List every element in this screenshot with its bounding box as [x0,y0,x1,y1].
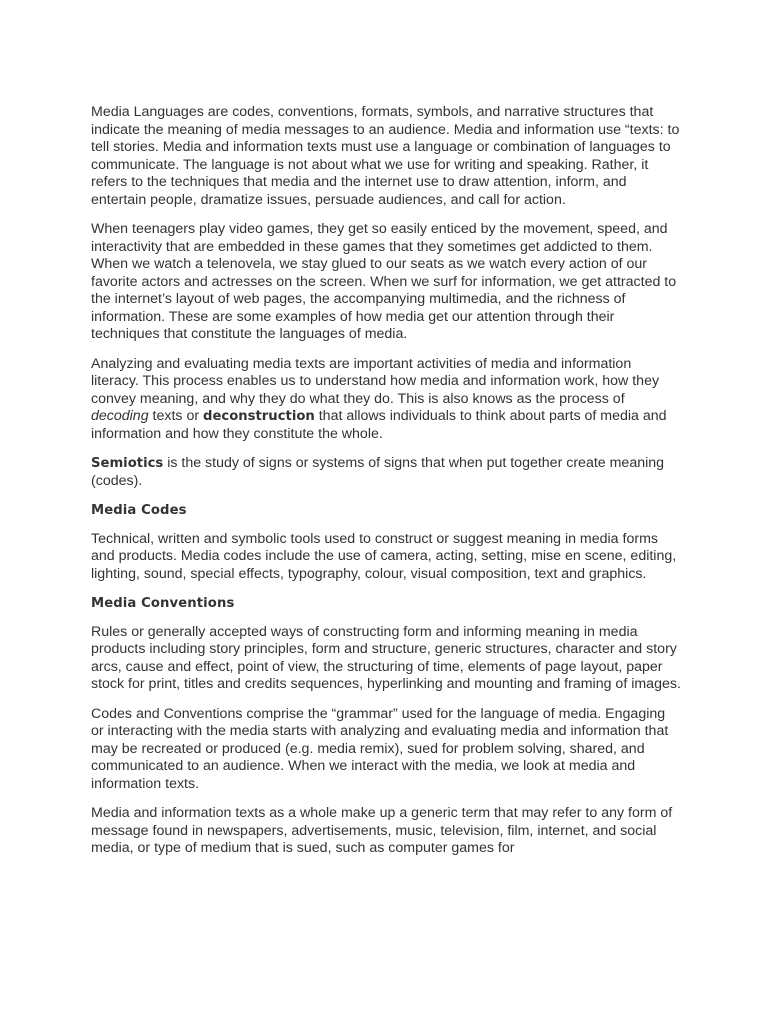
paragraph-text: Analyzing and evaluating media texts are important activities of media and information literacy. This process enables us to understand how media and information work, how they convey meaning, and why they do what they do. This is also knows as the process of [91,355,660,407]
paragraph-media-languages: Media Languages are codes, conventions, formats, symbols, and narrative structures that indicate the meaning of media messages to an audience. Media and information use “texts: to tell stories. Media and information texts must use a language or combination of languages to communicate. The language is not about what we use for writing and speaking. Rather, it refers to the techniques that media and the internet use to draw attention, inform, and entertain people, dramatize issues, persuade audiences, and call for action. [91,104,680,208]
deconstruction-term: deconstruction [203,409,315,424]
paragraph-semiotics [91,455,681,490]
document-page [91,104,681,870]
heading-media-conventions: Media Conventions [91,596,235,611]
heading-media-codes: Media Codes [91,503,187,518]
paragraph-analyzing-media-texts [91,356,681,444]
paragraph-media-codes: Technical, written and symbolic tools used to construct or suggest meaning in media forms and products. Media codes include the use of camera, acting, setting, mise en scene, editing, lighting, sound, special effects, typography, colour, visual composition, text and graphics. [91,530,677,582]
paragraph-codes-and-conventions: Codes and Conventions comprise the “grammar” used for the language of media. Engaging or interacting with the media starts with analyzing and evaluating media and information that may be recreated or produced (e.g. media remix), sued for problem solving, shared, and communicated to an audience. When we interact with the media, we look at media and information texts. [91,705,669,792]
paragraph-text: texts or [148,408,203,424]
decoding-term: decoding [91,408,149,424]
paragraph-media-information-texts: Media and information texts as a whole make up a generic term that may refer to any form of message found in newspapers, advertisements, music, television, film, internet, and social media, or type of medium that is sued, such as computer games for [91,805,673,856]
semiotics-term: Semiotics [91,456,164,471]
paragraph-teenagers-video-games: When teenagers play video games, they get so easily enticed by the movement, speed, and interactivity that are embedded in these games that they sometimes get addicted to them. When we watch a telenovela, we stay glued to our seats as we watch every action of our favorite actors and actresses on the screen. When we surf for information, we get attracted to the internet’s layout of web pages, the accompanying multimedia, and the richness of information. These are some examples of how media get our attention through their techniques that constitute the languages of media. [91,221,677,342]
paragraph-text: is the study of signs or systems of signs that when put together create meaning (codes). [91,455,665,489]
paragraph-text: that allows individuals to think about parts of media and information and how they constitute the whole. [91,408,667,442]
paragraph-media-conventions: Rules or generally accepted ways of constructing form and informing meaning in media products including story principles, form and structure, generic structures, character and story arcs, cause and effect, point of view, the structuring of time, elements of page layout, paper stock for print, titles and credits sequences, hyperlinking and mounting and framing of images. [91,623,681,692]
